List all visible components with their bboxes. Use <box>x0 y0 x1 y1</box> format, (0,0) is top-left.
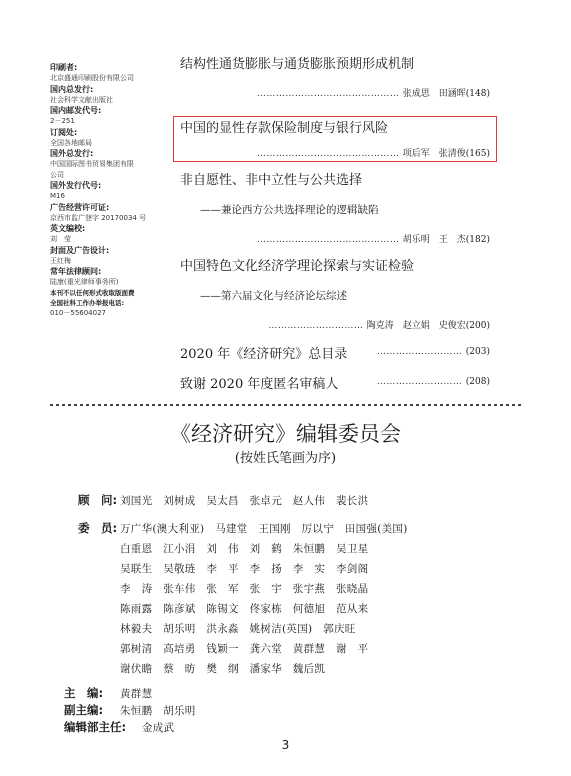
toc-entry-authors <box>180 232 500 245</box>
masthead-value: M16 <box>50 192 65 200</box>
toc-subtitle: ——第六届文化与经济论坛综述 <box>200 290 347 302</box>
masthead-label: 国外总发行: <box>50 149 94 158</box>
members-row: 陈雨露 陈彦斌 陈锡文 佟家栋 何德旭 范从来 <box>120 603 369 615</box>
toc-title: 致谢 2020 年度匿名审稿人 <box>180 377 339 392</box>
divider <box>50 404 522 406</box>
toc-entry-subtitle <box>200 202 520 217</box>
members-row: 林毅夫 胡乐明 洪永淼 姚树洁(英国) 郭庆旺 <box>120 623 356 635</box>
chief-editor-label: 主 编: <box>64 686 104 700</box>
toc-title: 中国的显性存款保险制度与银行风险 <box>180 121 389 136</box>
members-row: 谢伏瞻 蔡 昉 樊 纲 潘家华 魏后凯 <box>120 663 326 675</box>
leader-dots: ……………………………………… <box>256 149 403 159</box>
director-label: 编辑部主任: <box>64 720 127 734</box>
leader-dots: ……………………………………… <box>256 235 403 245</box>
masthead-note: 本刊不以任何形式收取版面费 <box>50 288 135 297</box>
members-row: 吴联生 吴敬琏 李 平 李 扬 李 实 李剑阁 <box>120 563 369 575</box>
masthead-label: 英文编校: <box>50 224 86 233</box>
chief-editor: 黄群慧 <box>120 688 153 700</box>
masthead-value: 中国国际图书贸易集团有限 <box>50 160 134 168</box>
toc-authors: 陶克涛 赵立娟 史俊宏(200) <box>366 321 490 331</box>
toc-entry-authors <box>180 318 500 331</box>
members-label: 委 员: <box>78 521 118 535</box>
toc-title: 2020 年《经济研究》总目录 <box>180 347 348 362</box>
masthead-label: 国内邮发代号: <box>50 106 102 115</box>
deputy-editor: 朱恒鹏 胡乐明 <box>120 705 196 717</box>
masthead-value: 京西市监广登字 20170034 号 <box>50 213 147 222</box>
masthead-value: 陆康(重光律师事务所) <box>50 278 119 286</box>
toc-title: 中国特色文化经济学理论探索与实证检验 <box>180 259 415 274</box>
toc-entry-subtitle <box>200 288 520 303</box>
toc-authors: 张成思 田涵晖(148) <box>402 89 490 99</box>
members-row: 李 涛 张车伟 张 军 张 宇 张宇燕 张晓晶 <box>120 583 369 595</box>
toc-entry[interactable] <box>180 120 500 138</box>
toc-authors: (208) <box>465 377 490 387</box>
masthead-label: 常年法律顾问: <box>50 267 102 276</box>
deputy-editor-label: 副主编: <box>64 703 104 717</box>
toc-entry[interactable] <box>180 172 500 190</box>
masthead-note: 全国社科工作办举报电话: <box>50 298 125 307</box>
toc-authors: 胡乐明 王 杰(182) <box>402 235 490 245</box>
masthead-value: 刘 莹 <box>50 235 71 243</box>
masthead-label: 印刷者: <box>50 63 78 72</box>
members-row: 郭树清 高培勇 钱颖一 龚六堂 黄群慧 谢 平 <box>120 643 369 655</box>
masthead-label: 封面及广告设计: <box>50 245 110 255</box>
leader-dots: ………………………… <box>268 321 367 331</box>
toc-title: 结构性通货膨胀与通货膨胀预期形成机制 <box>180 57 415 72</box>
toc-entry-authors <box>180 86 500 99</box>
masthead-label: 订阅处: <box>50 127 78 137</box>
director: 金成武 <box>142 722 175 734</box>
toc-subtitle: ——兼论西方公共选择理论的逻辑缺陷 <box>200 204 379 216</box>
masthead-value: 北京盛通印刷股份有限公司 <box>50 74 134 82</box>
board-title: 《经济研究》编辑委员会 <box>170 422 401 446</box>
leader-dots: ……………………… <box>376 377 466 387</box>
toc-title: 非自愿性、非中立性与公共选择 <box>180 173 363 188</box>
masthead <box>50 62 180 318</box>
leader-dots: ……………………………………… <box>256 89 403 99</box>
masthead-value: 王红梅 <box>50 256 71 265</box>
toc-entry-authors <box>180 347 500 357</box>
toc-entry[interactable] <box>180 258 500 276</box>
masthead-value: 2－251 <box>50 117 75 125</box>
toc-entry-authors <box>180 377 500 387</box>
toc-entry-authors <box>180 146 500 159</box>
members-row: 万广华(澳大利亚) 马建堂 王国刚 厉以宁 田国强(美国) <box>120 523 408 535</box>
masthead-value: 全国各地邮局 <box>50 138 92 147</box>
masthead-label: 国内总发行: <box>50 84 94 94</box>
members-row: 白重恩 江小涓 刘 伟 刘 鹤 朱恒鹏 吴卫星 <box>120 543 369 555</box>
masthead-value: 公司 <box>50 170 64 179</box>
page-number: 3 <box>281 738 290 752</box>
advisors-label: 顾 问: <box>78 493 118 507</box>
masthead-label: 国外发行代号: <box>50 181 102 190</box>
toc-authors: (203) <box>465 347 490 357</box>
masthead-value: 社会科学文献出版社 <box>50 95 113 104</box>
masthead-phone: 010－55604027 <box>50 308 106 317</box>
leader-dots: ……………………… <box>376 347 466 357</box>
toc-authors: 项后军 张清俊(165) <box>402 149 490 159</box>
board-subtitle: (按姓氏笔画为序) <box>234 451 337 466</box>
advisors-names: 刘国光 刘树成 吴太昌 张卓元 赵人伟 裴长洪 <box>120 495 369 507</box>
toc-entry[interactable] <box>180 56 500 74</box>
masthead-label: 广告经营许可证: <box>50 202 110 212</box>
